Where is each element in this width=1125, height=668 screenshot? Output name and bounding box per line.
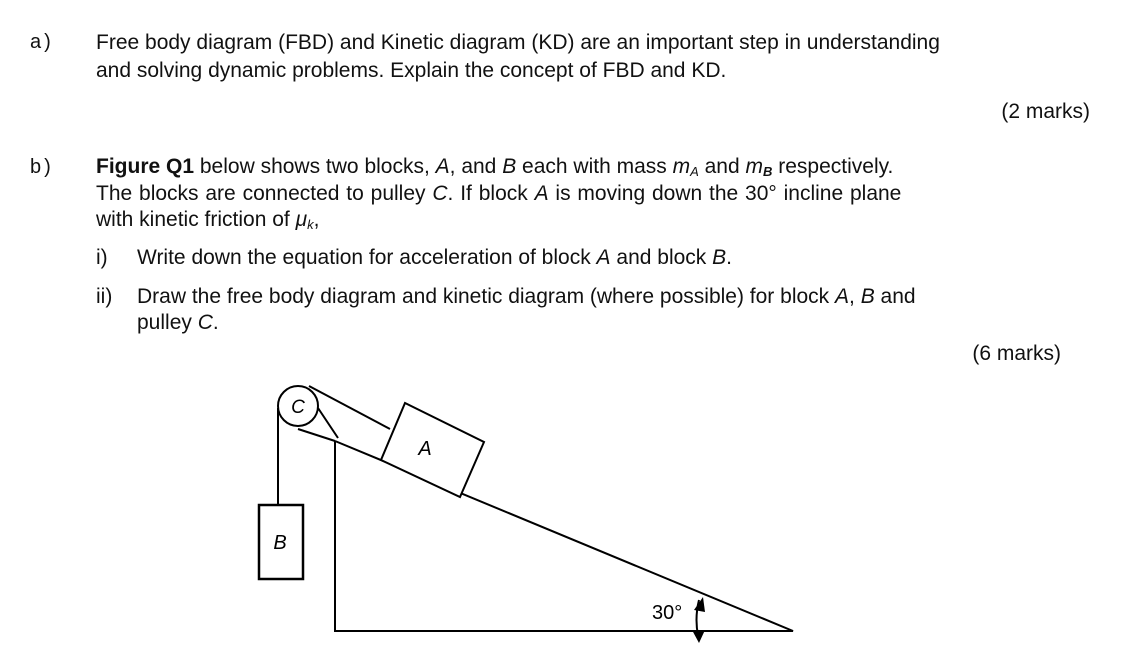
arrowhead-down bbox=[692, 630, 705, 643]
text: with kinetic friction of bbox=[96, 208, 296, 231]
block-a-label: A bbox=[418, 438, 432, 460]
mu: μ bbox=[295, 208, 308, 231]
mass-b-sub: B bbox=[763, 164, 773, 179]
text: and block bbox=[610, 246, 713, 269]
text: . If block bbox=[447, 182, 535, 205]
text: pulley bbox=[137, 311, 198, 334]
var-b: B bbox=[860, 285, 875, 308]
var-b: B bbox=[502, 155, 517, 178]
mass-a-sub: A bbox=[690, 164, 699, 179]
part-a-line-1: Free body diagram (FBD) and Kinetic diagram (KD) are an important step in understanding bbox=[96, 31, 940, 54]
text: and bbox=[698, 155, 746, 178]
pulley-bracket bbox=[318, 408, 338, 438]
block-b-label: B bbox=[273, 532, 287, 554]
sub-i-number: i) bbox=[96, 246, 108, 269]
figure-ref: Figure Q1 bbox=[96, 155, 195, 178]
text: , bbox=[849, 285, 861, 308]
text: Draw the free body diagram and kinetic diagram (where possible) for block bbox=[137, 285, 835, 308]
pulley-bracket-lower bbox=[298, 429, 335, 441]
var-a: A bbox=[435, 155, 450, 178]
mu-sub: k bbox=[307, 217, 314, 232]
text: and bbox=[874, 285, 916, 308]
text: , bbox=[313, 208, 320, 231]
mass-b: m bbox=[745, 155, 764, 178]
part-b-label: b) bbox=[30, 156, 54, 178]
text: each with mass bbox=[516, 155, 673, 178]
text: is moving down the 30° incline plane bbox=[548, 182, 902, 205]
part-b-marks: (6 marks) bbox=[972, 342, 1061, 365]
var-c: C bbox=[432, 182, 448, 205]
var-a: A bbox=[835, 285, 850, 308]
part-a-line-2: and solving dynamic problems. Explain the concept of FBD and KD. bbox=[96, 59, 727, 82]
text: below shows two blocks, bbox=[194, 155, 436, 178]
var-a: A bbox=[596, 246, 611, 269]
text: , and bbox=[449, 155, 503, 178]
block-a bbox=[381, 403, 484, 497]
part-a-label: a) bbox=[30, 31, 54, 53]
mass-a: m bbox=[672, 155, 691, 178]
text: respectively. bbox=[772, 155, 894, 178]
pulley-label: C bbox=[291, 397, 305, 418]
var-c: C bbox=[197, 311, 213, 334]
arrowhead-up bbox=[694, 597, 705, 612]
part-a-marks: (2 marks) bbox=[1001, 100, 1090, 123]
sub-ii-number: ii) bbox=[96, 285, 113, 308]
text: Write down the equation for acceleration of block bbox=[137, 246, 597, 269]
rope-to-a bbox=[309, 386, 390, 429]
text: . bbox=[726, 246, 732, 269]
var-b: B bbox=[712, 246, 727, 269]
var-a: A bbox=[534, 182, 549, 205]
text: The blocks are connected to pulley bbox=[96, 182, 433, 205]
angle-label: 30° bbox=[652, 602, 683, 624]
text: . bbox=[212, 311, 219, 334]
